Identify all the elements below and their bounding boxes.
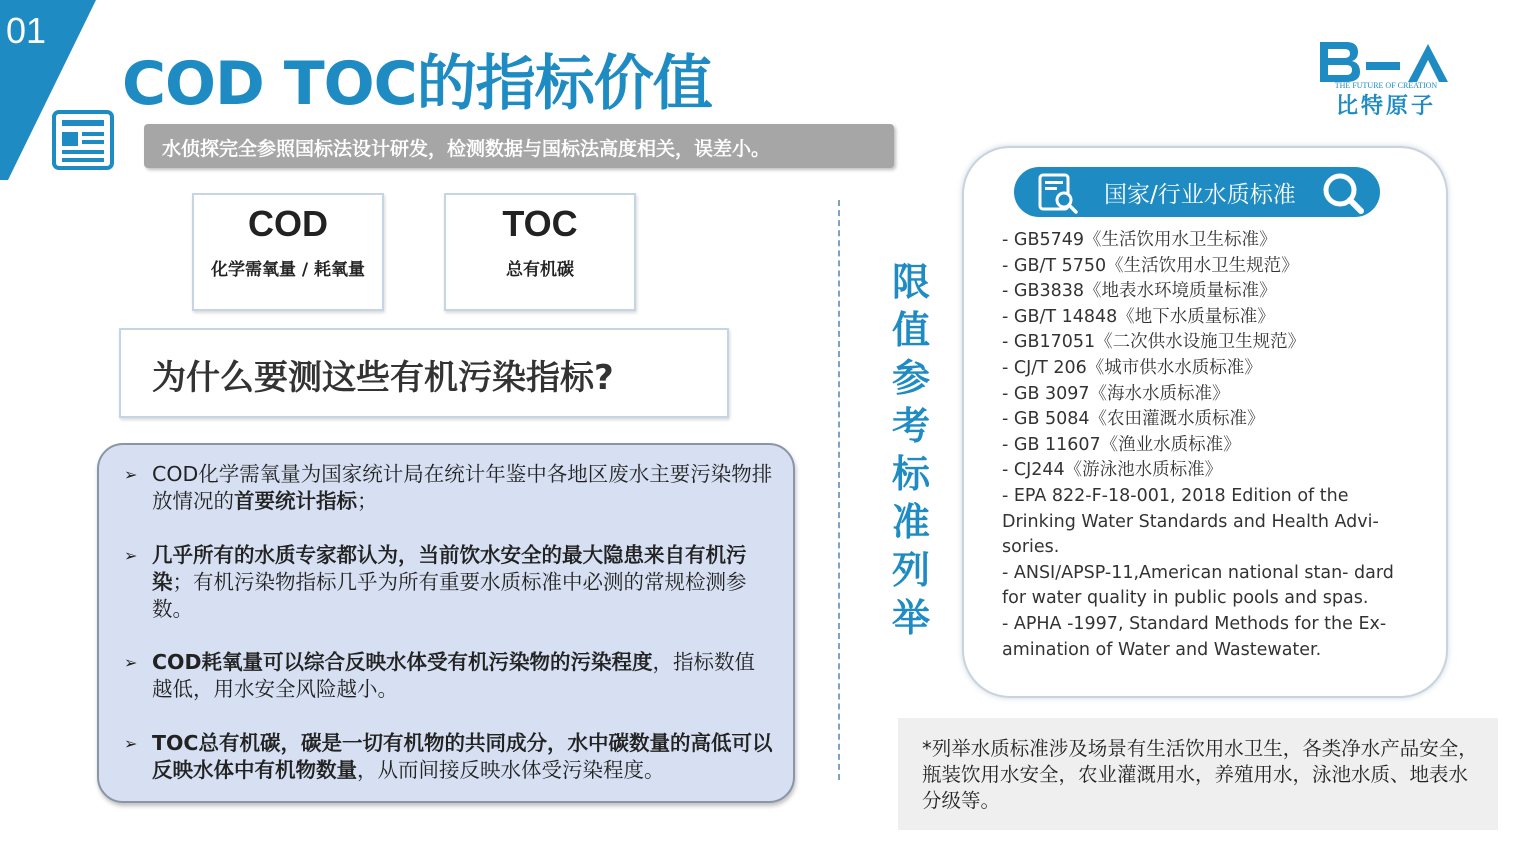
cod-description: 化学需氧量 / 耗氧量: [210, 260, 366, 280]
bullet-emphasis: 首要统计指标: [234, 489, 357, 513]
toc-title: TOC: [502, 203, 578, 244]
bullet-text: ，从而间接反映水体受污染程度。: [357, 758, 665, 782]
bullet-item: [124, 730, 774, 784]
arrow-bullet-icon: ➢: [124, 734, 138, 753]
cod-term-box: [192, 193, 384, 311]
document-search-icon: [1036, 172, 1080, 214]
arrow-bullet-icon: ➢: [124, 465, 138, 484]
standard-item: - CJ244《游泳池水质标准》: [1002, 460, 1223, 481]
standard-item: - GB3838《地表水环境质量标准》: [1002, 281, 1277, 302]
bullet-item: [124, 542, 774, 623]
bullet-text: ；有机污染物指标几乎为所有重要水质标准中必测的常规检测参数。: [152, 570, 747, 621]
standard-item: - GB5749《生活饮用水卫生标准》: [1002, 230, 1277, 250]
standard-item: - GB 11607《渔业水质标准》: [1002, 434, 1241, 455]
standard-item: - GB 3097《海水水质标准》: [1002, 383, 1230, 404]
bullet-item: [124, 649, 774, 703]
document-icon: [52, 110, 114, 170]
standard-item: - APHA -1997, Standard Methods for the Ex- amination of Water and Wastewater.: [1002, 613, 1387, 660]
standard-item: - ANSI/APSP-11,American national stan- dard for water quality in public pools and spas.: [1002, 562, 1394, 609]
bullet-text: ；: [357, 489, 378, 513]
arrow-bullet-icon: ➢: [124, 653, 138, 672]
standard-item: - GB/T 5750《生活饮用水卫生规范》: [1002, 255, 1299, 276]
toc-term-box: [444, 193, 636, 311]
question-text: 为什么要测这些有机污染指标?: [152, 358, 614, 398]
standard-item: - GB 5084《农田灌溉水质标准》: [1002, 409, 1265, 430]
logo-name: 比特原子: [1335, 94, 1436, 119]
standards-heading: 国家/行业水质标准: [1104, 182, 1296, 208]
page-title: COD TOC的指标价值: [122, 49, 712, 119]
bullet-text: ，指标数值越低，用水安全风险越小。: [152, 650, 755, 701]
page-number: 01: [6, 10, 47, 51]
standard-item: - EPA 822-F-18-001, 2018 Edition of the Drinking Water Standards and Health Advi- sories.: [1002, 485, 1379, 558]
standard-item: - CJ/T 206《城市供水水质标准》: [1002, 357, 1262, 378]
standard-item: - GB/T 14848《地下水质量标准》: [1002, 306, 1275, 327]
vertical-label: 限值参考标准列举: [891, 260, 930, 640]
bullet-emphasis: 几乎所有的水质专家都认为，当前饮水安全的最大隐患来自有机污染: [152, 543, 747, 594]
note-text: *列举水质标准涉及场景有生活饮用水卫生，各类净水产品安全，瓶装饮用水安全，农业灌溉用水，养殖用水，泳池水质、地表水分级等。: [922, 737, 1478, 812]
toc-description: 总有机碳: [506, 260, 574, 280]
logo-tagline: THE FUTURE OF CREATION: [1334, 81, 1438, 90]
banner-text: 水侦探完全参照国标法设计研发，检测数据与国标法高度相关，误差小。: [162, 138, 771, 160]
bullet-text: COD化学需氧量为国家统计局在统计年鉴中各地区废水主要污染物排放情况的: [152, 462, 773, 513]
dashed-divider: [838, 200, 840, 780]
arrow-bullet-icon: ➢: [124, 546, 138, 565]
bullet-emphasis: COD耗氧量可以综合反映水体受有机污染物的污染程度: [152, 650, 653, 674]
search-icon: [1320, 170, 1366, 216]
standard-item: - GB17051《二次供水设施卫生规范》: [1002, 332, 1306, 353]
cod-title: COD: [248, 203, 328, 244]
bullet-emphasis: TOC总有机碳，碳是一切有机物的共同成分，水中碳数量的高低可以反映水体中有机物数量: [152, 731, 773, 782]
bullet-item: [124, 461, 774, 515]
standards-list: [1002, 228, 1402, 663]
